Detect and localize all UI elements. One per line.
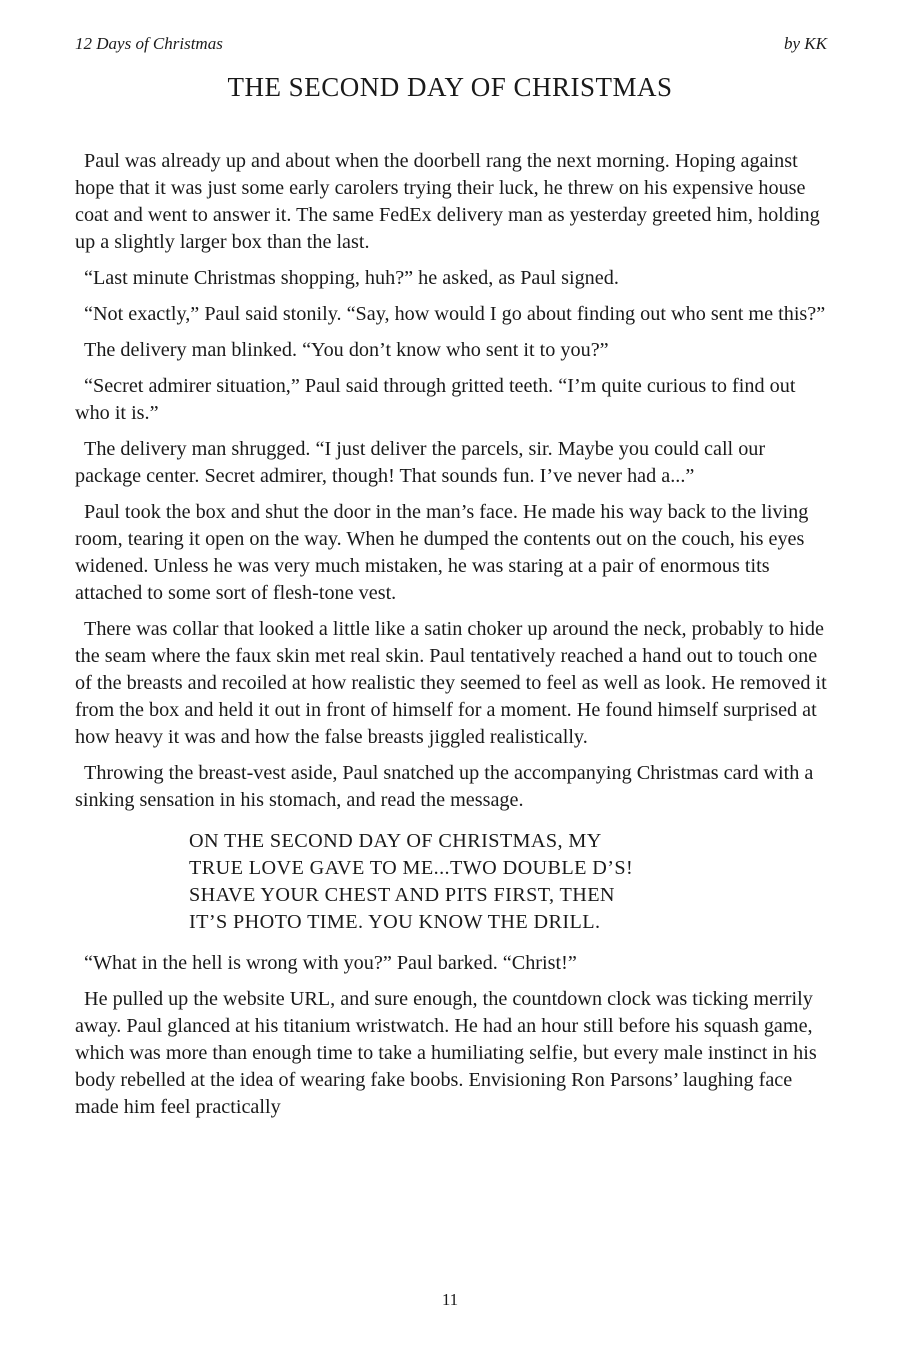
paragraph: Paul was already up and about when the doorbell rang the next morning. Hoping against hope that it was just some early carolers trying their luck, he threw on his expensive house coat and went to answer it. The same FedEx delivery man as yesterday greeted him, holding up a slightly larger box than the last.	[75, 150, 820, 253]
paragraph: “Not exactly,” Paul said stonily. “Say, how would I go about finding out who sent me this?”	[84, 303, 826, 325]
card-message-line: SHAVE YOUR CHEST AND PITS FIRST, THEN	[189, 884, 615, 906]
card-message-line: ON THE SECOND DAY OF CHRISTMAS, MY	[189, 830, 602, 852]
body-text	[75, 148, 827, 1130]
page-number: 11	[441, 1290, 459, 1309]
running-header	[75, 34, 827, 54]
paragraph: The delivery man shrugged. “I just deliver the parcels, sir. Maybe you could call our package center. Secret admirer, though! That sounds fun. I’ve never had a...”	[75, 438, 766, 487]
paragraph: Throwing the breast-vest aside, Paul snatched up the accompanying Christmas card with a sinking sensation in his stomach, and read the message.	[75, 762, 814, 811]
paragraph: Paul took the box and shut the door in the man’s face. He made his way back to the living room, tearing it open on the way. When he dumped the contents out on the couch, his eyes widened. Unless he was very much mistaken, he was staring at a pair of enormous tits attached to some sort of flesh-tone vest.	[75, 501, 809, 604]
paragraph: “Last minute Christmas shopping, huh?” he asked, as Paul signed.	[84, 267, 619, 289]
christmas-card-message	[189, 828, 749, 936]
author-credit: by KK	[784, 34, 827, 53]
book-title: 12 Days of Christmas	[75, 34, 223, 53]
paragraph: “Secret admirer situation,” Paul said through gritted teeth. “I’m quite curious to find out who it is.”	[75, 375, 796, 424]
chapter-title: THE SECOND DAY OF CHRISTMAS	[227, 72, 673, 102]
paragraph: The delivery man blinked. “You don’t know who sent it to you?”	[84, 339, 609, 361]
card-message-line: TRUE LOVE GAVE TO ME...TWO DOUBLE D’S!	[189, 857, 634, 879]
card-message-line: IT’S PHOTO TIME. YOU KNOW THE DRILL.	[189, 911, 601, 933]
paragraph: He pulled up the website URL, and sure enough, the countdown clock was ticking merrily away. Paul glanced at his titanium wristwatch. He had an hour still before his squash game, which was more than enough time to take a humiliating selfie, but every male instinct in his body rebelled at the idea of wearing fake boobs. Envisioning Ron Parsons’ laughing face made him feel practically	[75, 988, 817, 1118]
paragraph: There was collar that looked a little like a satin choker up around the neck, probably to hide the seam where the faux skin met real skin. Paul tentatively reached a hand out to touch one of the breasts and recoiled at how realistic they seemed to feel as well as look. He removed it from the box and held it out in front of himself for a moment. He found himself surprised at how heavy it was and how the false breasts jiggled realistically.	[75, 618, 827, 748]
paragraph: “What in the hell is wrong with you?” Paul barked. “Christ!”	[84, 952, 577, 974]
